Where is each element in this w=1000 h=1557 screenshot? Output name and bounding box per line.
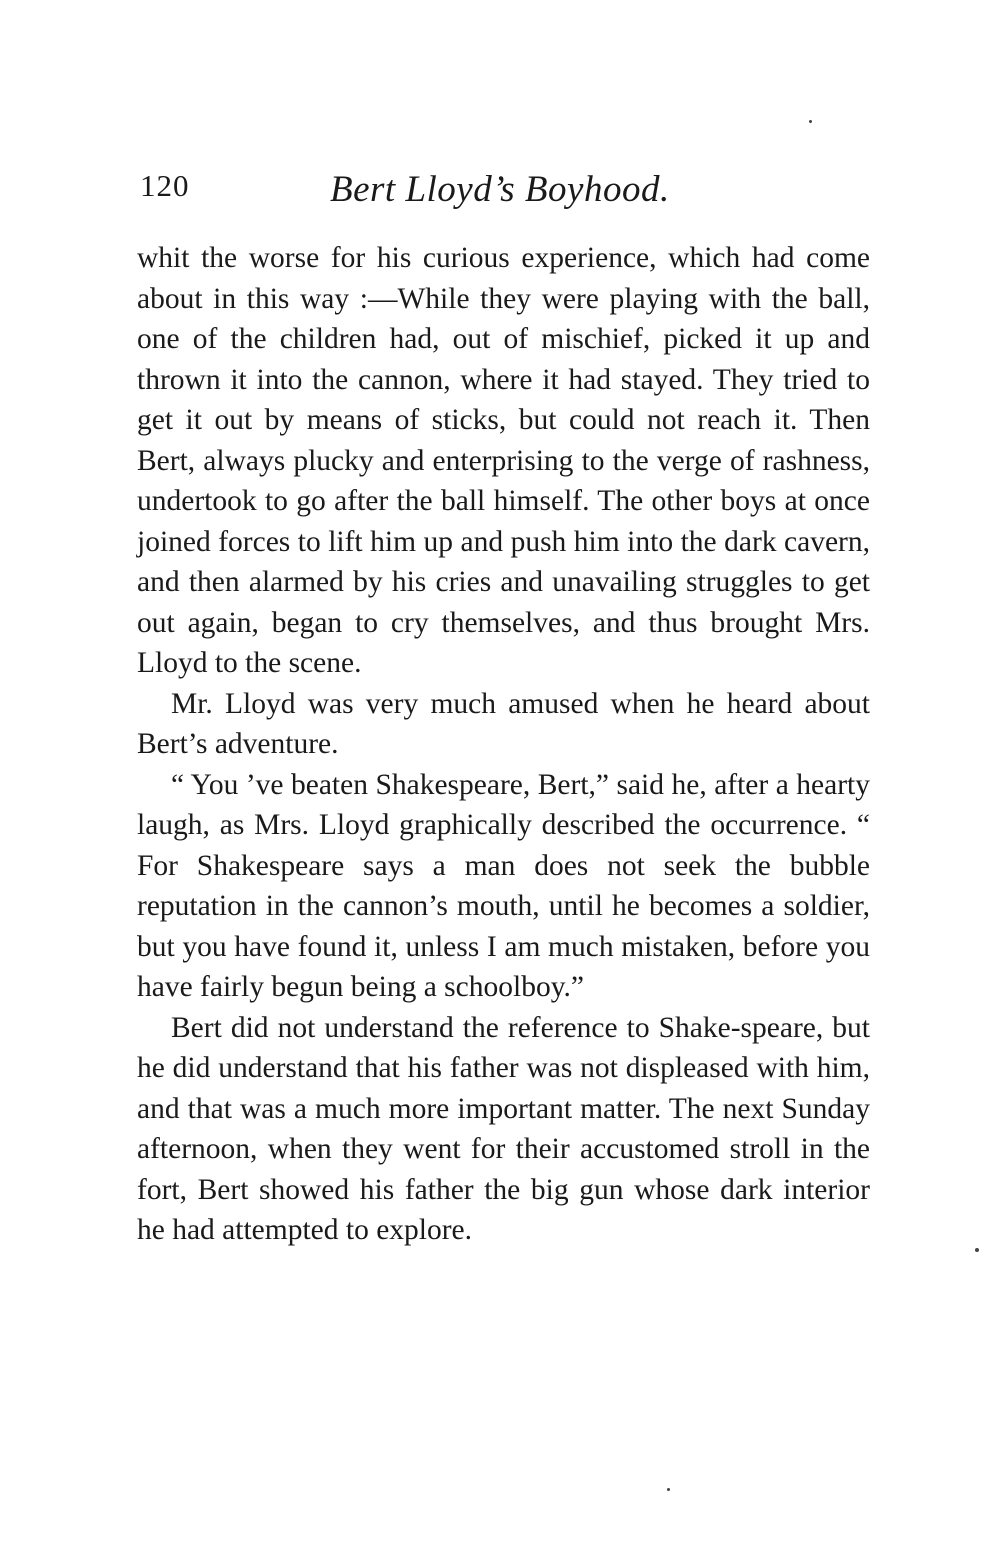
paper-speck — [975, 1248, 979, 1252]
body-text — [137, 238, 870, 1251]
paragraph: Mr. Lloyd was very much amused when he heard about Bert’s adventure. — [137, 687, 870, 760]
page-number: 120 — [140, 168, 190, 203]
paper-speck — [809, 120, 812, 123]
paper-speck — [667, 1488, 670, 1491]
paragraph: “ You ’ve beaten Shakespeare, Bert,” said he, after a hearty laugh, as Mrs. Lloyd graphically described the occurrence. “ For Shakespeare says a man does not seek the bubble reputation in the cannon’s mouth, until he becomes a soldier, but you have found it, unless I am much mistaken, before you have fairly begun being a schoolboy.” — [137, 768, 870, 1003]
paragraph-continuation: whit the worse for his curious experience, which had come about in this way :—While they were playing with the ball, one of the children had, out of mischief, picked it up and thrown it into the cannon, where it had stayed. They tried to get it out by means of sticks, but could not reach it. Then Bert, always plucky and enterprising to the verge of rashness, undertook to go after the ball himself. The other boys at once joined forces to lift him up and push him into the dark cavern, and then alarmed by his cries and unavailing struggles to get out again, began to cry themselves, and thus brought Mrs. Lloyd to the scene. — [137, 242, 870, 679]
paragraph: Bert did not understand the reference to Shake-speare, but he did understand that his father was not displeased with him, and that was a much more important matter. The next Sunday afternoon, when they went for their accustomed stroll in the fort, Bert showed his father the big gun whose dark interior he had attempted to explore. — [137, 1011, 870, 1246]
running-header — [135, 168, 870, 218]
running-title: Bert Lloyd’s Boyhood. — [330, 169, 670, 210]
